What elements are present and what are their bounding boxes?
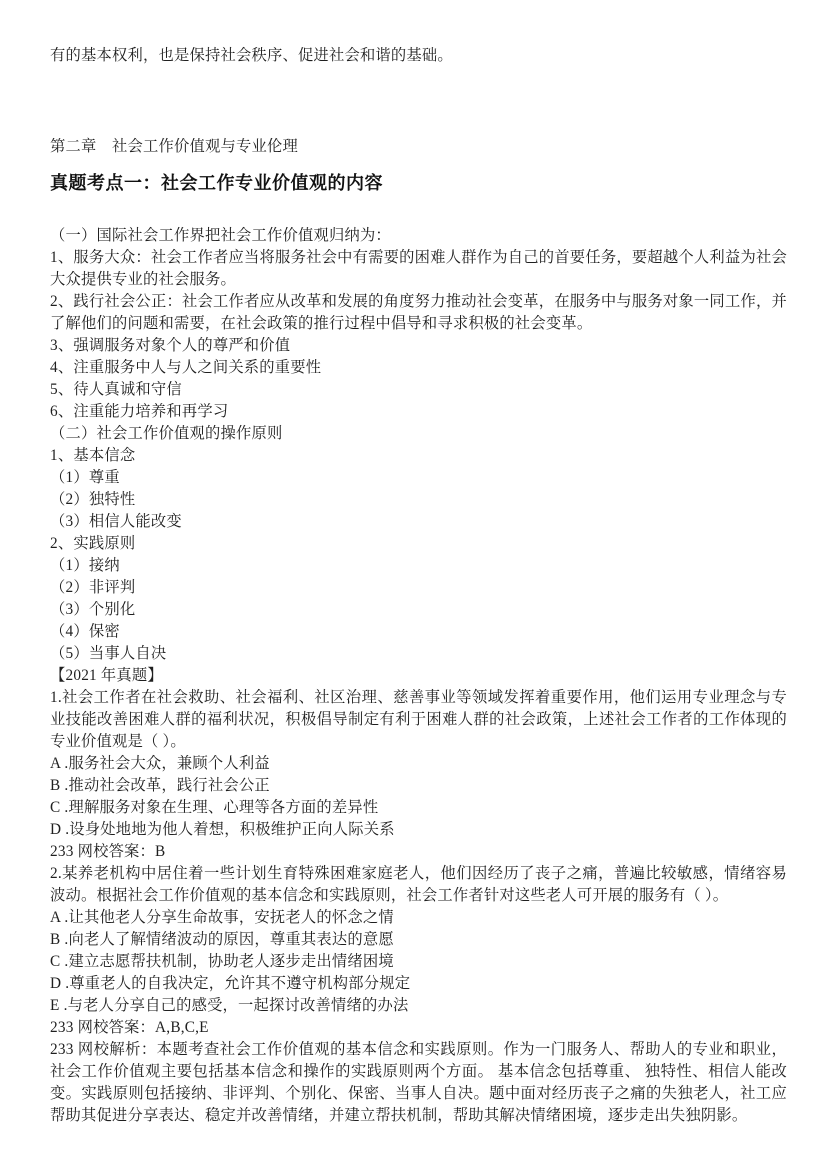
outline-item: （二）社会工作价值观的操作原则 xyxy=(50,425,283,442)
outline-item: 5、待人真诚和守信 xyxy=(50,381,182,398)
question-option: B .向老人了解情绪波动的原因，尊重其表达的意愿 xyxy=(50,931,394,948)
outline-item: （3）个别化 xyxy=(50,601,136,618)
outline-item: （1）尊重 xyxy=(50,469,120,486)
question-stem: 2.某养老机构中居住着一些计划生育特殊困难家庭老人，他们因经历了丧子之痛，普遍比较敏感，情绪容易波动。根据社会工作价值观的基本信念和实践原则，社会工作者针对这些老人可开展的服务有（ ）。 xyxy=(50,865,787,904)
question-option: D .尊重老人的自我决定，允许其不遵守机构部分规定 xyxy=(50,975,411,992)
outline-item: 2、践行社会公正：社会工作者应从改革和发展的角度努力推动社会变革，在服务中与服务对象一同工作，并了解他们的问题和需要，在社会政策的推行过程中倡导和寻求积极的社会变革。 xyxy=(50,293,787,332)
outline-item: 6、注重能力培养和再学习 xyxy=(50,403,229,420)
outline-item: （1）接纳 xyxy=(50,557,120,574)
outline-item: （3）相信人能改变 xyxy=(50,513,182,530)
question-option: C .建立志愿帮扶机制，协助老人逐步走出情绪困境 xyxy=(50,953,394,970)
intro-paragraph: 有的基本权利，也是保持社会秩序、促进社会和谐的基础。 xyxy=(50,47,453,64)
analysis-paragraph: 233 网校解析：本题考查社会工作价值观的基本信念和实践原则。作为一门服务人、帮助人的专业和职业，社会工作价值观主要包括基本信念和操作的实践原则两个方面。 基本信念包括尊重、 独特性、相信人能改变。实践原则包括接纳、非评判、个别化、保密、当事人自决。题中面对经历丧子之痛的失独老人，社工应帮助其促进分享表达、稳定并改善情绪，并建立帮扶机制，帮助其解决情绪困境，逐步走出失独阴影。 xyxy=(50,1041,787,1124)
question-option: E .与老人分享自己的感受，一起探讨改善情绪的办法 xyxy=(50,997,409,1014)
outline-item: 1、基本信念 xyxy=(50,447,136,464)
outline-item: 2、实践原则 xyxy=(50,535,136,552)
outline-item: 1、服务大众：社会工作者应当将服务社会中有需要的困难人群作为自己的首要任务，要超越个人利益为社会大众提供专业的社会服务。 xyxy=(50,249,787,288)
outline-item: 4、注重服务中人与人之间关系的重要性 xyxy=(50,359,322,376)
question-option: A .服务社会大众，兼顾个人利益 xyxy=(50,755,270,772)
outline-item: （一）国际社会工作界把社会工作价值观归纳为： xyxy=(50,227,391,244)
outline-item: （2）非评判 xyxy=(50,579,136,596)
answer-line: 233 网校答案：A,B,C,E xyxy=(50,1019,209,1036)
outline-item: （2）独特性 xyxy=(50,491,136,508)
question-option: B .推动社会改革，践行社会公正 xyxy=(50,777,270,794)
outline-item: 3、强调服务对象个人的尊严和价值 xyxy=(50,337,291,354)
question-option: A .让其他老人分享生命故事，安抚老人的怀念之情 xyxy=(50,909,394,926)
answer-line: 233 网校答案：B xyxy=(50,843,166,860)
exam-year-banner: 【2021 年真题】 xyxy=(50,667,163,684)
outline-item: （4）保密 xyxy=(50,623,120,640)
chapter-title: 第二章 社会工作价值观与专业伦理 xyxy=(50,138,298,155)
body-text-block xyxy=(50,225,787,1127)
document-content xyxy=(50,0,787,1127)
question-option: D .设身处地地为他人着想，积极维护正向人际关系 xyxy=(50,821,395,838)
question-stem: 1.社会工作者在社会救助、社会福利、社区治理、慈善事业等领域发挥着重要作用，他们运用专业理念与专业技能改善困难人群的福利状况，积极倡导制定有利于困难人群的社会政策，上述社会工作者的工作体现的专业价值观是（ ）。 xyxy=(50,689,787,750)
question-option: C .理解服务对象在生理、心理等各方面的差异性 xyxy=(50,799,379,816)
section-heading: 真题考点一：社会工作专业价值观的内容 xyxy=(50,173,383,193)
outline-item: （5）当事人自决 xyxy=(50,645,167,662)
